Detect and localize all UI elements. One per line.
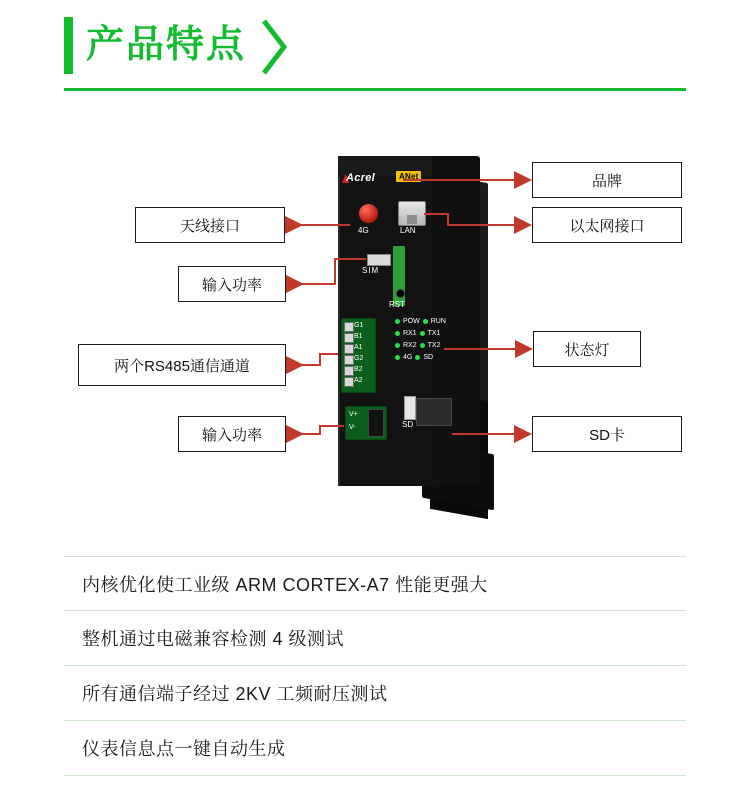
- led-label: SD: [423, 354, 434, 361]
- reset-label: RST: [389, 300, 405, 309]
- callout-rs485: [78, 344, 286, 386]
- terminal-pin-label: G1: [354, 322, 364, 329]
- led-row: [392, 354, 433, 365]
- chevron-right-icon: [262, 19, 292, 75]
- terminal-pin-label: A2: [354, 377, 363, 384]
- reset-button-hole: [396, 289, 405, 298]
- list-item: [64, 611, 686, 666]
- led-dot-icon: [395, 319, 400, 324]
- callout-antenna: [135, 207, 285, 243]
- header-accent-bar: [64, 17, 73, 74]
- page-header: [0, 0, 750, 96]
- list-item: [64, 556, 686, 611]
- led-label: RX1: [403, 330, 417, 337]
- callout-ethernet: [532, 207, 682, 243]
- terminal-pin: [344, 355, 354, 365]
- callout-brand: [532, 162, 682, 198]
- led-dot-icon: [420, 331, 425, 336]
- page-title: 产品特点: [86, 24, 247, 66]
- led-row: [392, 330, 440, 341]
- callout-antenna-label: 天线接口: [179, 217, 240, 235]
- callout-status-light-label: 状态灯: [564, 341, 610, 359]
- led-dot-icon: [415, 355, 420, 360]
- callout-input-power-top-label: 输入功率: [201, 276, 262, 294]
- terminal-pin-label: B1: [354, 333, 363, 340]
- sd-slot-label: SD: [402, 420, 414, 429]
- sd-card-slot: [416, 398, 452, 426]
- antenna-connector: [357, 202, 380, 225]
- device-brand-text: Acrel: [346, 172, 376, 184]
- sim-card-slot: [367, 254, 391, 266]
- callout-input-power-top: [178, 266, 286, 302]
- list-item: [64, 721, 686, 776]
- led-dot-icon: [423, 319, 428, 324]
- led-label: RUN: [430, 318, 446, 325]
- product-diagram: [0, 96, 750, 536]
- rs485-terminal-block: [341, 318, 376, 393]
- callout-status-light: [533, 331, 641, 367]
- antenna-port-label: 4G: [358, 226, 369, 235]
- led-label: TX2: [427, 342, 441, 349]
- terminal-pin-label: B2: [354, 366, 363, 373]
- power-connector-plug: [368, 409, 384, 437]
- led-label: RX2: [403, 342, 417, 349]
- led-label: POW: [403, 318, 420, 325]
- led-row: [392, 342, 440, 353]
- status-led-panel: [392, 318, 446, 366]
- feature-text: 整机通过电磁兼容检测 4 级测试: [82, 629, 345, 649]
- ethernet-jack: [398, 201, 426, 226]
- callout-sd-card: [532, 416, 682, 452]
- led-dot-icon: [395, 343, 400, 348]
- terminal-pin: [344, 344, 354, 354]
- led-dot-icon: [395, 355, 400, 360]
- feature-list: [64, 556, 686, 776]
- terminal-pin-label: G2: [354, 355, 364, 362]
- ethernet-port-label: LAN: [400, 226, 416, 235]
- header-divider: [64, 88, 686, 91]
- led-label: 4G: [403, 354, 413, 361]
- terminal-pin-label: A1: [354, 344, 363, 351]
- callout-ethernet-label: 以太网接口: [569, 217, 645, 235]
- terminal-pin: [344, 366, 354, 376]
- callout-rs485-label: 两个RS485通信通道: [114, 357, 250, 375]
- power-pin-label: V+: [349, 411, 358, 418]
- sim-slot-label: SIM: [362, 266, 380, 275]
- device-subbrand-badge: ANet: [396, 171, 421, 182]
- led-row: [392, 318, 446, 329]
- led-dot-icon: [395, 331, 400, 336]
- terminal-pin: [344, 377, 354, 387]
- callout-input-power-bottom-label: 输入功率: [201, 426, 262, 444]
- feature-text: 所有通信端子经过 2KV 工频耐压测试: [82, 684, 388, 704]
- terminal-pin: [344, 322, 354, 332]
- terminal-pin: [344, 333, 354, 343]
- feature-text: 仪表信息点一键自动生成: [82, 739, 286, 759]
- callout-input-power-bottom: [178, 416, 286, 452]
- callout-brand-label: 品牌: [591, 172, 622, 190]
- sd-card: [404, 396, 416, 420]
- led-dot-icon: [420, 343, 425, 348]
- callout-sd-card-label: SD卡: [589, 426, 625, 444]
- power-pin-label: V-: [349, 424, 356, 431]
- led-label: TX1: [427, 330, 441, 337]
- feature-text: 内核优化使工业级 ARM CORTEX-A7 性能更强大: [82, 574, 488, 595]
- list-item: [64, 666, 686, 721]
